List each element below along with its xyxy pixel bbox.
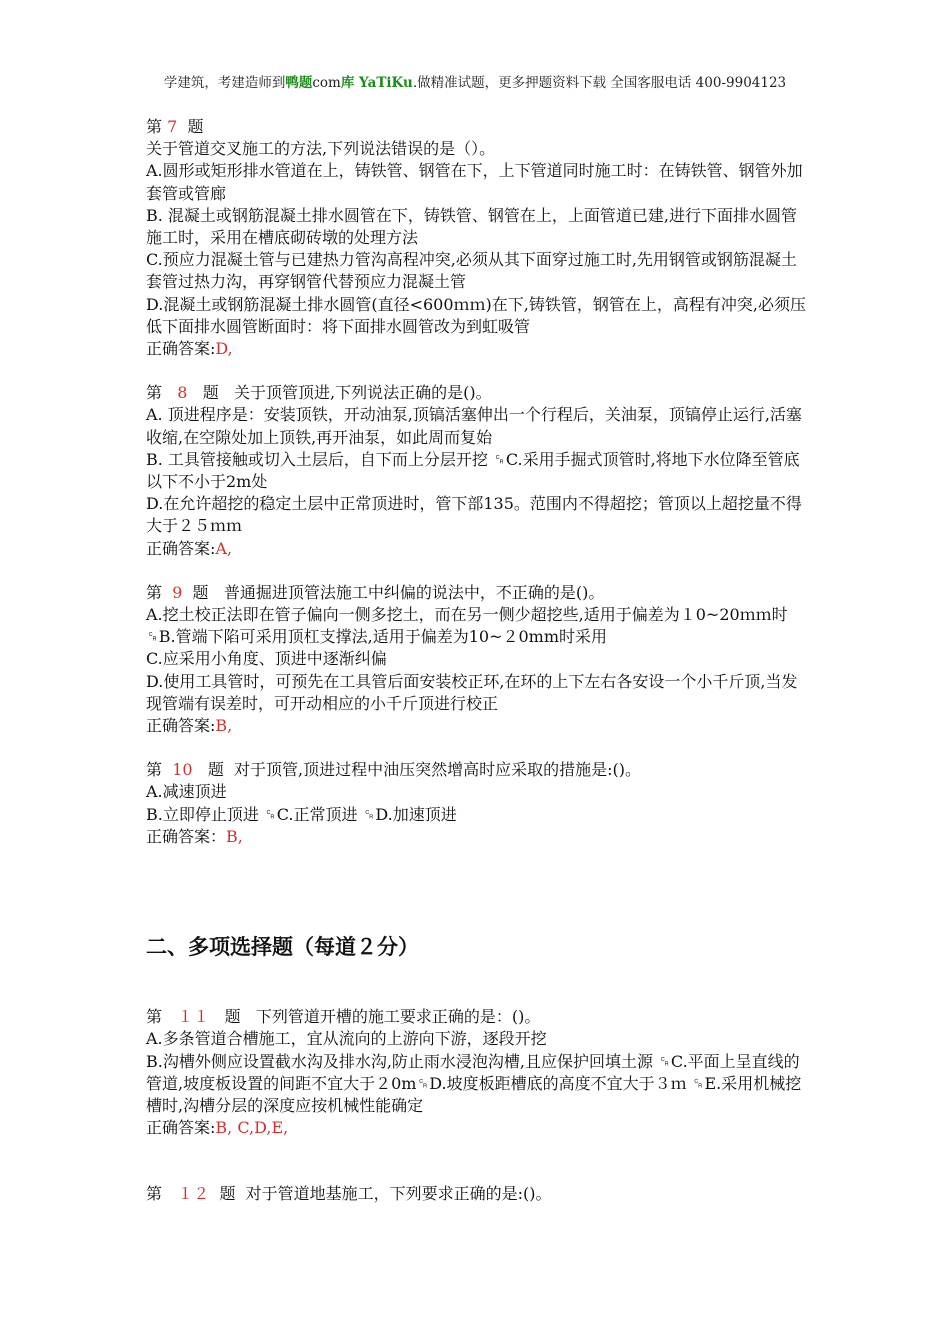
question-number: 9 [172,582,183,602]
question-number: 8 [177,383,188,403]
answer-label: 正确答案: [146,1118,216,1138]
answer-label: 正确答案： [146,826,227,846]
option-b-e: B.沟槽外侧应设置截水沟及排水沟,防止雨水浸泡沟槽,且应保护回填土源 ␍C.平面上呈直线的管道,坡度板设置的间距不宜大于２0m␍D.坡度板距槽底的高度不宜大于３ｍ ␍E.采用机械挖槽时,沟槽分层的深度应按机械性能确定 [146,1051,802,1115]
question-label-suffix: 题 [192,582,209,602]
question-label: 第 [146,383,163,403]
answer-value: D, [215,339,233,359]
answer-label: 正确答案: [146,538,216,558]
option-a: A.减速顶进 [146,782,227,802]
question-stem: 关于管道交叉施工的方法,下列说法错误的是（）。 [146,139,496,159]
answer-label: 正确答案: [146,716,216,736]
answer-line [146,826,810,848]
header-prefix: 学建筑，考建造师到 [163,75,286,91]
question-title [146,382,810,404]
question-7 [146,116,810,360]
option-c: C.预应力混凝土管与已建热力管沟高程冲突,必须从其下面穿过施工时,先用钢管或钢筋混凝土套管过热力沟，再穿钢管代替预应力混凝土管 [146,250,797,292]
question-title [146,116,810,138]
answer-line [146,538,810,560]
question-9 [146,582,810,737]
question-label: 第 [146,1007,163,1027]
option-b-c: B. 工具管接触或切入土层后，自下而上分层开挖 ␍C.采用手掘式顶管时,将地下水位降至管底以下不小于2m处 [146,449,800,492]
question-title [146,1006,810,1028]
question-number: １２ [177,1184,210,1204]
question-label: 第 [146,1184,163,1204]
question-title [146,1183,810,1205]
option-b-c-d: B.立即停止顶进 ␍C.正常顶进 ␍D.加速顶进 [146,804,457,824]
question-stem: 关于顶管顶进,下列说法正确的是()。 [234,383,492,403]
option-d: D.混凝土或钢筋混凝土排水圆管(直径<600ｍｍ)在下,铸铁管，钢管在上，高程有冲突,必须压低下面排水圆管断面时：将下面排水圆管改为到虹吸管 [146,294,806,336]
option-a: A.圆形或矩形排水管道在上，铸铁管、钢管在下，上下管道同时施工时：在铸铁管、钢管外加套管或管廊 [146,161,803,203]
question-label: 第 [146,117,163,136]
header-com: com [312,75,341,91]
answer-line [146,1117,810,1139]
question-11 [146,1006,810,1139]
header-brand-yati: 鸭题 [285,75,313,91]
option-c: C.应采用小角度、顶进中逐渐纠偏 [146,649,387,669]
question-stem: 普通掘进顶管法施工中纠偏的说法中，不正确的是()。 [223,582,605,602]
question-number: 7 [167,117,178,136]
question-10 [146,759,810,848]
answer-value: B, [215,716,233,736]
question-label-suffix: 题 [187,117,204,136]
question-number: １１ [177,1007,210,1027]
question-stem: 对于顶管,顶进过程中油压突然增高时应采取的措施是:()。 [234,760,641,780]
question-stem: 对于管道地基施工，下列要求正确的是:()。 [245,1184,552,1204]
answer-line [146,715,810,737]
header-suffix: .做精准试题，更多押题资料下载 全国客服电话 400-9904123 [412,75,787,91]
question-label-suffix: 题 [202,383,219,403]
option-d: D.在允许超挖的稳定土层中正常顶进时，管下部135。范围内不得超挖；管顶以上超挖量不得大于２５ｍｍ [146,494,802,536]
question-label-suffix: 题 [224,1007,241,1027]
answer-line [146,338,810,360]
header-brand-yatiku: 库 YaTiKu [340,75,413,91]
option-d: D.使用工具管时，可预先在工具管后面安装校正环,在环的上下左右各安设一个小千斤顶,当发现管端有误差时，可开动相应的小千斤顶进行校正 [146,671,798,713]
question-label-suffix: 题 [219,1184,236,1204]
question-number: 10 [172,760,193,780]
answer-value: A, [215,538,233,558]
document-body [146,116,810,1206]
option-a: A.多条管道合槽施工，宜从流向的上游向下游，逐段开挖 [146,1029,547,1049]
question-title [146,582,810,604]
section-title: 二、多项选择题（每道２分） [146,935,419,960]
answer-label: 正确答案: [146,339,216,359]
question-label: 第 [146,760,163,780]
question-12 [146,1183,810,1205]
question-label-suffix: 题 [207,760,224,780]
answer-value: B, [226,826,243,846]
option-a: A. 顶进程序是：安装顶铁，开动油泵,顶镐活塞伸出一个行程后，关油泵，顶镐停止运行,活塞收缩,在空隙处加上顶铁,再开油泵，如此周而复始 [146,405,802,447]
question-8 [146,382,810,560]
answer-value: B, C,D,E, [215,1118,289,1138]
question-title [146,759,810,781]
question-label: 第 [146,582,163,602]
question-stem: 下列管道开槽的施工要求正确的是：()。 [255,1007,541,1027]
option-a-b: A.挖土校正法即在管子偏向一侧多挖土，而在另一侧少超挖些,适用于偏差为１0~20ｍｍ时 ␍B.管端下陷可采用顶杠支撑法,适用于偏差为10~２0mm时采用 [146,605,788,647]
page-header [0,71,950,91]
option-b: B. 混凝土或钢筋混凝土排水圆管在下，铸铁管、钢管在上，上面管道已建,进行下面排水圆管施工时，采用在槽底砌砖墩的处理方法 [146,205,798,248]
